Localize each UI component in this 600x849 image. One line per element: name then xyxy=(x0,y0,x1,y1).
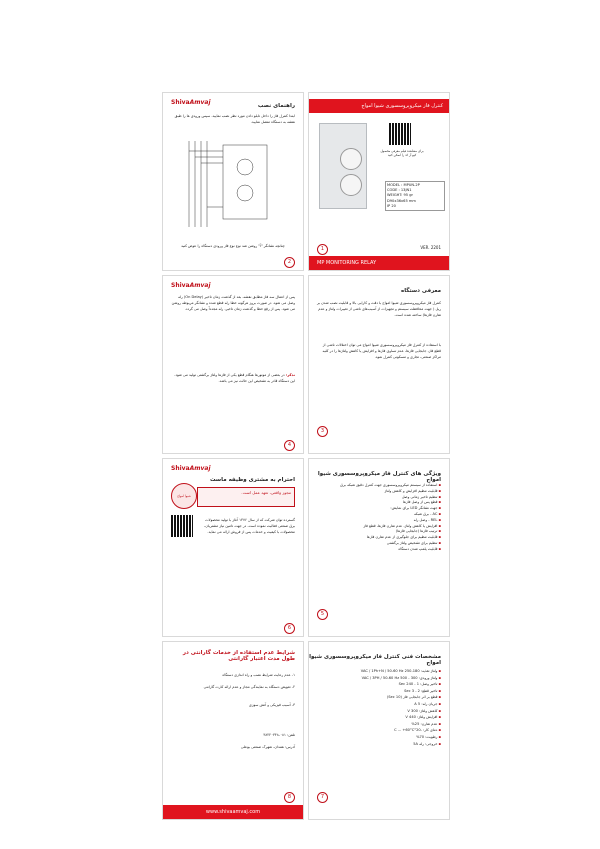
device-knob-top xyxy=(340,148,362,170)
warranty-address: آدرس: همدان، شهرک صنعتی بوعلی xyxy=(240,745,295,749)
spec-item: ▪ کاهش ولتاژ: 300 V xyxy=(317,708,441,715)
feature-item: ▪ AC - برق شبکه xyxy=(317,512,441,518)
feature-item: ▪ قطع پس از وصل فازها xyxy=(317,500,441,506)
dims-line: D90x36x65 mm xyxy=(387,198,416,203)
feature-item: ▪ تنظیم برای تشخیص ولتاژ برگشتی xyxy=(317,541,441,547)
feature-item: ▪ قابلیت تنظیم برای جلوگیری از عدم تقارن فازها xyxy=(317,535,441,541)
note-label: تذکر: xyxy=(285,373,295,377)
warranty-phone: تلفن: ۰۸۱-۳۸۲۲۰۳۴۸ xyxy=(263,733,295,737)
specs-list xyxy=(317,668,441,747)
wiring-diagram xyxy=(183,137,283,233)
warranty-title: شرایط عدم استفاده از خدمات گارانتی در طول مدت اعتبار گارانتی xyxy=(182,650,295,662)
feature-item: ▪ افزایش یا کاهش ولتاژ، عدم تقارن فازها، قطع فاز xyxy=(317,524,441,530)
customer-title: احترام به مشتری وظیفه ماست xyxy=(209,477,295,483)
introduction-title: معرفی دستگاه xyxy=(401,288,441,294)
page-number: 3 xyxy=(317,426,328,437)
feature-item: ▪ ترتیب فازها (جابجایی فازها) xyxy=(317,529,441,535)
spec-item: ▪ دمای کار: -20°C ... +60°C xyxy=(317,727,441,734)
qr-code xyxy=(389,123,411,145)
page-number: 5 xyxy=(317,609,328,620)
cover-bottom-bar xyxy=(309,256,449,270)
warranty-text-1: ۱- عدم رعایت شرایط نصب و راه اندازی دستگاه xyxy=(222,673,295,677)
page-number: 7 xyxy=(317,792,328,803)
feature-item: ▪ استفاده از سیستم میکروپروسسوری جهت کنترل دقیق شبکه برق xyxy=(317,483,441,489)
spec-item: ▪ رطوبت: 70% xyxy=(317,734,441,741)
cover-title-bar xyxy=(309,99,449,113)
introduction-text-1: کنترل فاز میکروپروسسوری شیوا امواج با دقت و کارایی بالا و قابلیت نصب شدن بر ریل ( جهت محافظت سیستم و تجهیزات از آسیب‌های ناشی از تغییرات ولتاژ و عدم تقارن فازها) ساخته شده است. xyxy=(317,301,441,318)
page-number: 4 xyxy=(284,440,295,451)
specs-title: مشخصات فنی کنترل فاز میکروپروسسوری شیوا امواج xyxy=(309,654,441,666)
installation-title: راهنمای نصب xyxy=(257,103,295,109)
panel-operation xyxy=(162,275,304,454)
badge-text: مجوز واقعی، تعهد عمل است. xyxy=(241,490,291,495)
device-knob-bottom xyxy=(340,174,362,196)
website-url[interactable]: www.shivaamvaj.com xyxy=(205,809,261,815)
feature-item: ▪ قابلیت تنظیم افزایش و کاهش ولتاژ xyxy=(317,489,441,495)
spec-item: ▪ افزایش ولتاژ: 440 V xyxy=(317,714,441,721)
panel-installation xyxy=(162,92,304,271)
company-stamp: شیوا امواج xyxy=(171,483,197,509)
spec-item: ▪ ولتاژ تغذیه: 180-250 VAC / 1Ph+N / 50-60 Hz xyxy=(317,668,441,675)
spec-item: ▪ تاخیر وصل: 1 - 240 Sec xyxy=(317,681,441,688)
spec-item: ▪ خروجی: رله 5A xyxy=(317,741,441,748)
page-number: 6 xyxy=(284,623,295,634)
warranty-text-2: ۲- تعویض دستگاه به نمایندگی مجاز و عدم ارائه کارت گارانتی xyxy=(203,685,295,689)
features-title: ویژگی های کنترل فاز میکروپروسسوری شیوا امواج xyxy=(317,471,441,483)
installation-text: ابتدا کنترل فاز را داخل تابلو دادن مورد نظر نصب نمایید. سپس ورودی ها را طبق نقشه به دستگاه متصل نمایید. xyxy=(174,114,295,125)
cover-bottom-label: MP MONITORING RELAY xyxy=(317,260,377,266)
operation-text: پس از اعمال سه فاز مطابق نقشه، بعد از گذشت زمان تاخیر (On Delay) رله وصل می شود. در صورت بروز هرگونه خطا رله قطع شده و نشانگر مربوطه روشن می شود. پس از رفع خطا و گذشت زمان تاخیر، رله مجدداً وصل می گردد. xyxy=(171,295,295,312)
page-number: 1 xyxy=(317,244,328,255)
spec-item: ▪ عدم تقارن: 25% xyxy=(317,721,441,728)
panel-warranty xyxy=(162,641,304,820)
model-spec xyxy=(385,181,445,211)
warranty-text-3: ۳- آسیب فیزیکی و آتش سوزی xyxy=(248,703,295,707)
panel-customer xyxy=(162,458,304,637)
spec-item: ▪ جریان رله: 5 A xyxy=(317,701,441,708)
panel-cover xyxy=(308,92,450,271)
note-text: در بعضی از موتورها هنگام قطع یکی از فازها ولتاژ برگشتی تولید می شود. این دستگاه قادر به تشخیص این حالت نیز می باشد. xyxy=(174,373,295,384)
feature-item: ▪ قابلیت پلمپ شدن دستگاه xyxy=(317,547,441,553)
weight-line: WEIGHT: 95 gr xyxy=(387,193,413,198)
spec-item: ▪ ولتاژ ورودی: 300 - 500 VAC / 3PH / 50-60 Hz xyxy=(317,675,441,682)
ip-line: IP 20 xyxy=(387,203,396,208)
panel-specs xyxy=(308,641,450,820)
brand-logo: ShivaAmvaj xyxy=(171,282,211,289)
code-line: CODE : 13JN1 xyxy=(387,188,412,193)
page-number: 2 xyxy=(284,257,295,268)
features-list xyxy=(317,483,441,553)
customer-text: گسترده توان شرکت که از سال ۱۳۷۶ آغاز با تولید محصولات برق صنعتی فعالیت نموده است. در جهت تامین نیاز مشتریان، محصولات با کیفیت و خدمات پس از فروش ارائه می نماید. xyxy=(204,518,295,535)
brand-logo: ShivaAmvaj xyxy=(171,99,211,106)
website-bar xyxy=(163,805,303,819)
panel-introduction xyxy=(308,275,450,454)
brand-logo: ShivaAmvaj xyxy=(171,465,211,472)
feature-item: ▪ REL - وصل رله xyxy=(317,518,441,524)
spec-item: ▪ تاخیر قطع: 2 - 3 Sec xyxy=(317,688,441,695)
spec-item: ▪ قطع بر اثر جابجایی فاز (10 Sec) xyxy=(317,694,441,701)
operation-note xyxy=(171,372,295,384)
cover-title: کنترل فاز میکروپروسسوری شیوا امواج xyxy=(361,103,443,109)
introduction-text-2: با استفاده از کنترل فاز میکروپروسسوری شیوا امواج می توان اختلالات ناشی از قطع فاز، جابجایی فازها، عدم تساوی فازها و افزایش یا کاهش ولتاژها را در کلیه مراکز صنعتی، تجاری و مسکونی کنترل نمود. xyxy=(322,343,441,360)
qr-caption: برای مشاهده فیلم معرفی محصول کیو آر کد را اسکن کنید xyxy=(380,149,424,157)
customer-badge xyxy=(197,487,295,507)
qr-code xyxy=(171,515,193,537)
model-line: MODEL : MPUN-2P xyxy=(387,183,420,187)
device-image xyxy=(319,123,367,209)
feature-item: ▪ تنظیم تاخیر زمانی وصل xyxy=(317,495,441,501)
installation-caption: چنانچه نشانگر "آ" روشن شد نوع نوع فاز ورودی دستگاه را عوض کنید xyxy=(181,244,285,248)
feature-item: ▪ جهت نشانگر LED برای نمایش: xyxy=(317,506,441,512)
panel-features xyxy=(308,458,450,637)
version: VER. 2201 xyxy=(420,245,441,250)
page-number: 8 xyxy=(284,792,295,803)
